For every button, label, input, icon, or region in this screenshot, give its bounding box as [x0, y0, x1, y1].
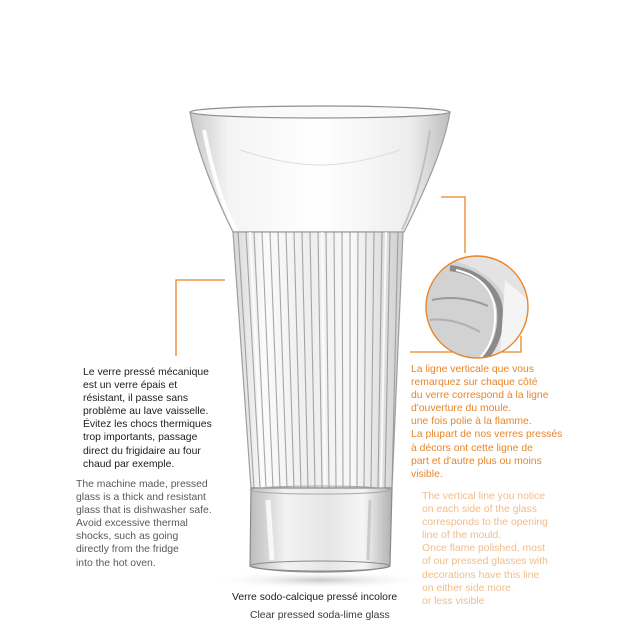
right-connector-line: [441, 197, 465, 253]
left-connector-line: [176, 280, 225, 356]
left-note-en: The machine made, pressed glass is a thick and resistant glass that is dishwasher safe. Avoid excessive thermal shocks, such as going directly from the fridge into the hot oven.: [76, 479, 212, 569]
caption-en: Clear pressed soda-lime glass: [250, 610, 390, 621]
right-note-en: The vertical line you notice on each side of the glass corresponds to the opening line of the mould. Once flame polished, most of our pressed glasses with decorations have this line on either side more or less visible: [422, 491, 548, 607]
zoom-detail-circle: [426, 256, 528, 360]
glass-shadow: [210, 571, 430, 589]
left-note-fr: Le verre pressé mécanique est un verre épais et résistant, il passe sans problème au lave vaisselle. Évitez les chocs thermiques trop importants, passage direct du frigidaire au four chaud par exemple.: [83, 367, 212, 470]
caption-fr: Verre sodo-calcique pressé incolore: [232, 592, 398, 603]
glass-rim: [190, 106, 450, 118]
right-note-fr: La ligne verticale que vous remarquez sur chaque côté du verre correspond à la ligne d'ouverture du moule. une fois polie à la flamme. La plupart de nos verres pressés à décors ont cette ligne de part et d'autre plus ou moins visible.: [411, 364, 563, 480]
